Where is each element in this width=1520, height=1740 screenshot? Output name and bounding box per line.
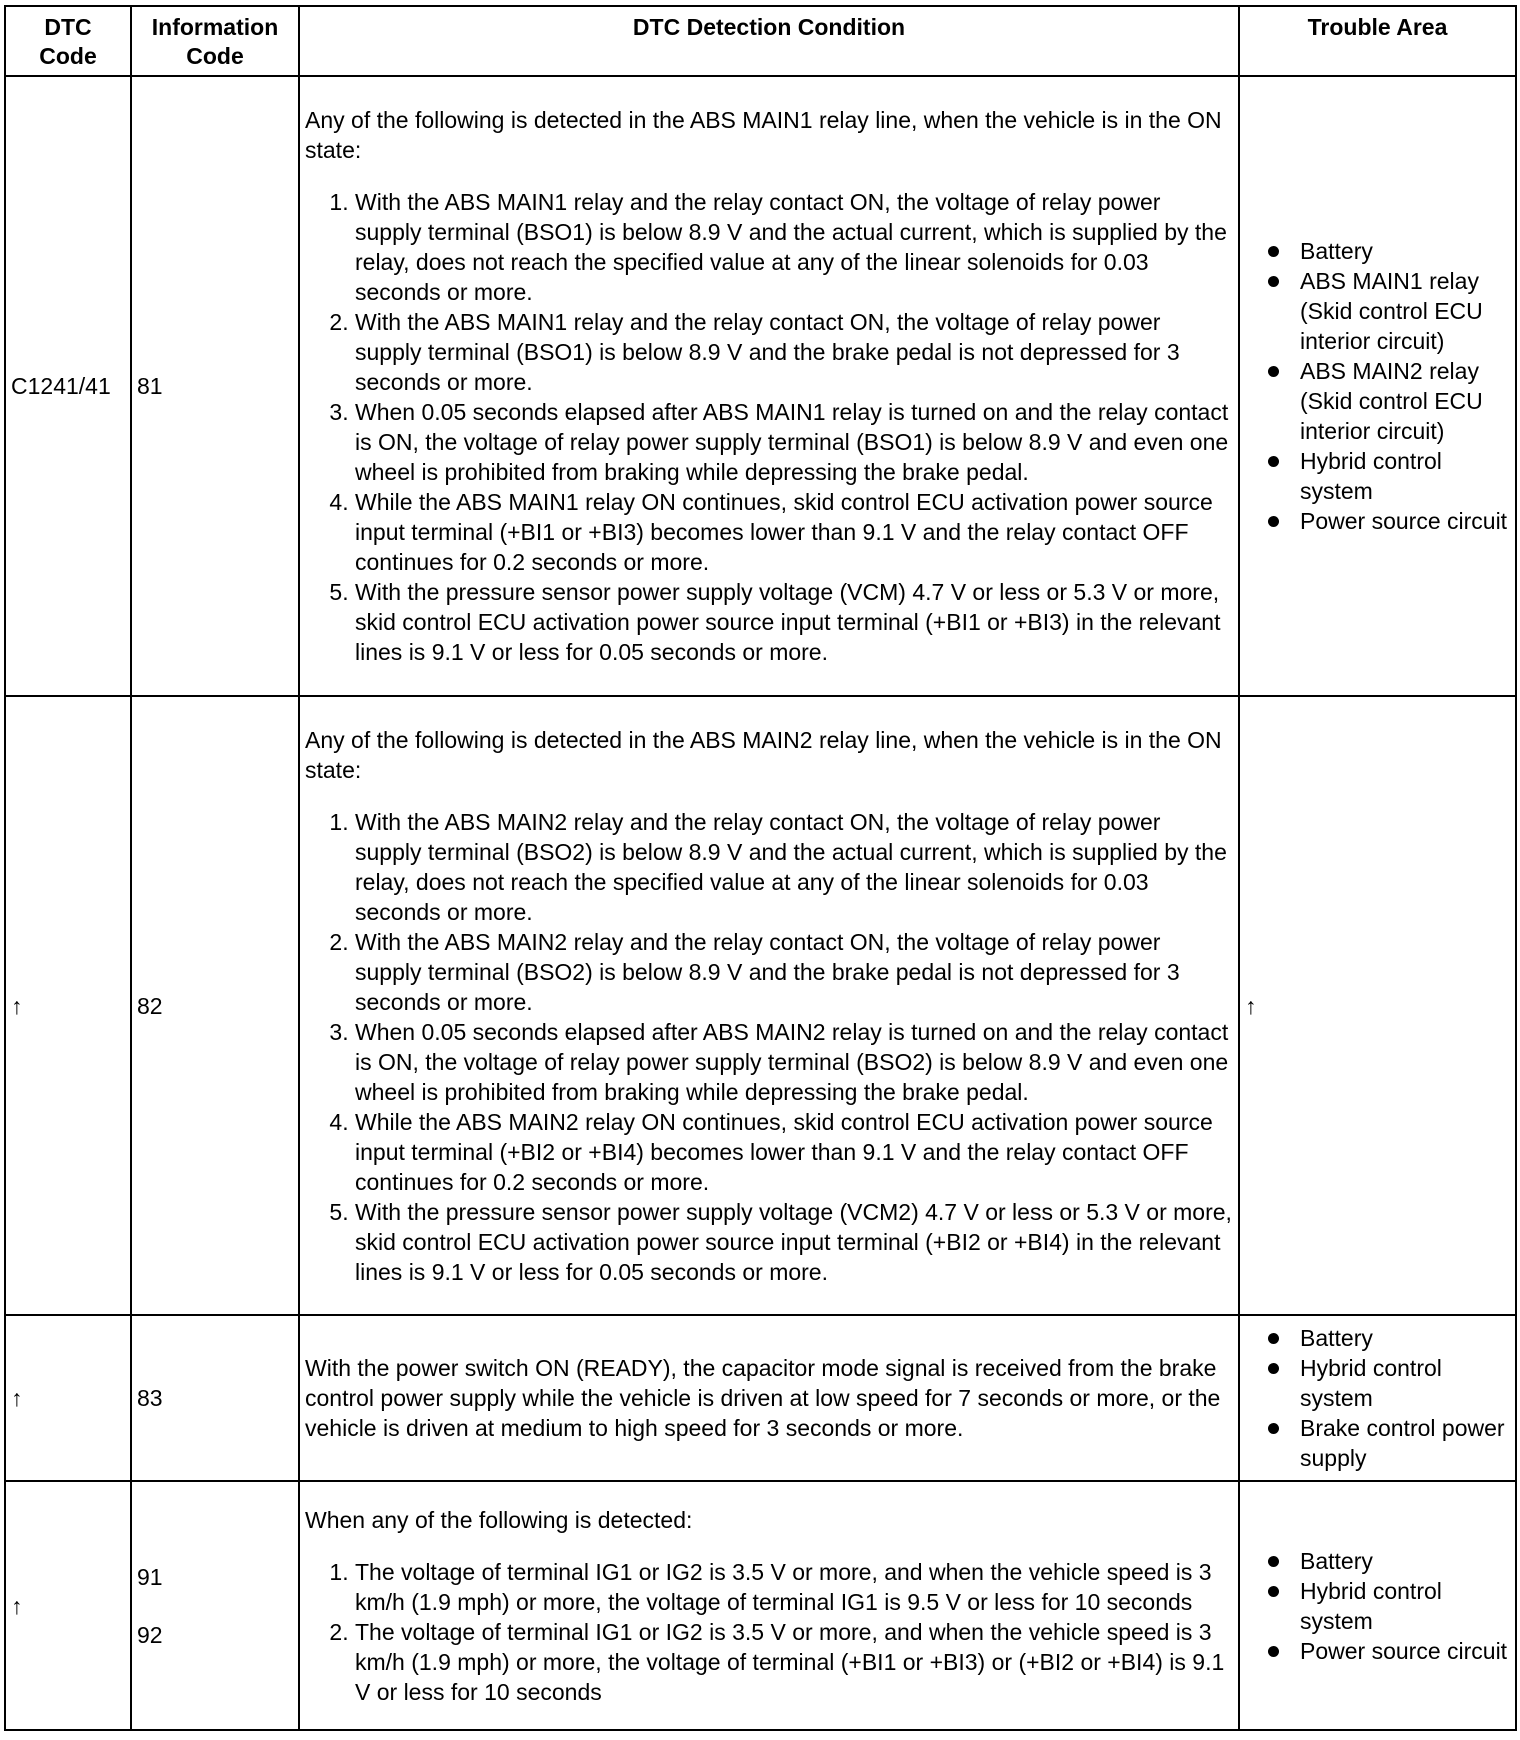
trouble-area-cell bbox=[1239, 1481, 1516, 1730]
header-dtc-code: DTC Code bbox=[5, 6, 131, 76]
trouble-area-item: Power source circuit bbox=[1245, 1636, 1510, 1666]
information-code: 92 bbox=[137, 1621, 163, 1648]
table-row bbox=[5, 1481, 1516, 1730]
detection-condition-cell bbox=[299, 696, 1239, 1315]
trouble-area-cell bbox=[1239, 1315, 1516, 1481]
trouble-area-item: Hybrid control system bbox=[1245, 1576, 1510, 1636]
dtc-code-cell: ↑ bbox=[5, 1315, 131, 1481]
condition-item: 5. With the pressure sensor power supply voltage (VCM) 4.7 V or less or 5.3 V or more, skid control ECU activation power source input terminal (+BI1 or +BI3) in the relevant lines is 9.1 V or less for 0.05 seconds or more. bbox=[355, 577, 1233, 667]
trouble-area-item: ABS MAIN1 relay (Skid control ECU interior circuit) bbox=[1245, 266, 1510, 356]
trouble-area-item: Hybrid control system bbox=[1245, 446, 1510, 506]
condition-text: With the power switch ON (READY), the capacitor mode signal is received from the brake control power supply while the vehicle is driven at low speed for 7 seconds or more, or the vehicle is driven at medium to high speed for 3 seconds or more. bbox=[305, 1355, 1221, 1441]
header-information-code: Information Code bbox=[131, 6, 299, 76]
condition-item: 1. With the ABS MAIN2 relay and the relay contact ON, the voltage of relay power supply terminal (BSO2) is below 8.9 V and the actual current, which is supplied by the relay, does not reach the specified value at any of the linear solenoids for 0.03 seconds or more. bbox=[355, 807, 1233, 927]
condition-list bbox=[305, 1557, 1233, 1707]
information-code-cell bbox=[131, 1481, 299, 1730]
detection-condition-cell bbox=[299, 1315, 1239, 1481]
information-code-cell: 82 bbox=[131, 696, 299, 1315]
table-row bbox=[5, 1315, 1516, 1481]
table-row bbox=[5, 76, 1516, 696]
condition-item: 2. With the ABS MAIN1 relay and the relay contact ON, the voltage of relay power supply terminal (BSO1) is below 8.9 V and the brake pedal is not depressed for 3 seconds or more. bbox=[355, 307, 1233, 397]
table-row bbox=[5, 696, 1516, 1315]
trouble-area-cell: ↑ bbox=[1239, 696, 1516, 1315]
condition-item: 4. While the ABS MAIN1 relay ON continues, skid control ECU activation power source input terminal (+BI1 or +BI3) becomes lower than 9.1 V and the relay contact OFF continues for 0.2 seconds or more. bbox=[355, 487, 1233, 577]
trouble-area-item: Battery bbox=[1245, 236, 1510, 266]
condition-item: 2. With the ABS MAIN2 relay and the relay contact ON, the voltage of relay power supply terminal (BSO2) is below 8.9 V and the brake pedal is not depressed for 3 seconds or more. bbox=[355, 927, 1233, 1017]
information-code-cell: 81 bbox=[131, 76, 299, 696]
trouble-area-item: Power source circuit bbox=[1245, 506, 1510, 536]
condition-intro: Any of the following is detected in the ABS MAIN1 relay line, when the vehicle is in the ON state: bbox=[305, 107, 1222, 163]
trouble-area-item: ABS MAIN2 relay (Skid control ECU interior circuit) bbox=[1245, 356, 1510, 446]
condition-intro: When any of the following is detected: bbox=[305, 1506, 693, 1533]
condition-item: 3. When 0.05 seconds elapsed after ABS MAIN1 relay is turned on and the relay contact is ON, the voltage of relay power supply terminal (BSO1) is below 8.9 V and even one wheel is prohibited from braking while depressing the brake pedal. bbox=[355, 397, 1233, 487]
header-trouble-area: Trouble Area bbox=[1239, 6, 1516, 76]
dtc-table bbox=[4, 5, 1517, 1731]
trouble-area-item: Hybrid control system bbox=[1245, 1353, 1510, 1413]
condition-item: 5. With the pressure sensor power supply voltage (VCM2) 4.7 V or less or 5.3 V or more, skid control ECU activation power source input terminal (+BI2 or +BI4) in the relevant lines is 9.1 V or less for 0.05 seconds or more. bbox=[355, 1197, 1233, 1287]
condition-item: 3. When 0.05 seconds elapsed after ABS MAIN2 relay is turned on and the relay contact is ON, the voltage of relay power supply terminal (BSO2) is below 8.9 V and even one wheel is prohibited from braking while depressing the brake pedal. bbox=[355, 1017, 1233, 1107]
condition-item: 1. With the ABS MAIN1 relay and the relay contact ON, the voltage of relay power supply terminal (BSO1) is below 8.9 V and the actual current, which is supplied by the relay, does not reach the specified value at any of the linear solenoids for 0.03 seconds or more. bbox=[355, 187, 1233, 307]
trouble-area-list bbox=[1245, 1546, 1510, 1666]
dtc-code-cell: ↑ bbox=[5, 696, 131, 1315]
detection-condition-cell bbox=[299, 1481, 1239, 1730]
header-detection-condition: DTC Detection Condition bbox=[299, 6, 1239, 76]
condition-intro: Any of the following is detected in the ABS MAIN2 relay line, when the vehicle is in the ON state: bbox=[305, 726, 1222, 783]
trouble-area-list bbox=[1245, 236, 1510, 536]
trouble-area-item: Brake control power supply bbox=[1245, 1413, 1510, 1473]
dtc-code-cell: C1241/41 bbox=[5, 76, 131, 696]
detection-condition-cell bbox=[299, 76, 1239, 696]
trouble-area-item: Battery bbox=[1245, 1323, 1510, 1353]
trouble-area-list bbox=[1245, 1323, 1510, 1473]
table-header-row bbox=[5, 6, 1516, 76]
trouble-area-cell bbox=[1239, 76, 1516, 696]
condition-item: 2. The voltage of terminal IG1 or IG2 is 3.5 V or more, and when the vehicle speed is 3 km/h (1.9 mph) or more, the voltage of terminal (+BI1 or +BI3) or (+BI2 or +BI4) is 9.1 V or less for 10 seconds bbox=[355, 1617, 1233, 1707]
information-code-cell: 83 bbox=[131, 1315, 299, 1481]
trouble-area-item: Battery bbox=[1245, 1546, 1510, 1576]
condition-item: 1. The voltage of terminal IG1 or IG2 is 3.5 V or more, and when the vehicle speed is 3 km/h (1.9 mph) or more, the voltage of terminal IG1 is 9.5 V or less for 10 seconds bbox=[355, 1557, 1233, 1617]
dtc-code-cell: ↑ bbox=[5, 1481, 131, 1730]
condition-item: 4. While the ABS MAIN2 relay ON continues, skid control ECU activation power source input terminal (+BI2 or +BI4) becomes lower than 9.1 V and the relay contact OFF continues for 0.2 seconds or more. bbox=[355, 1107, 1233, 1197]
condition-list bbox=[305, 187, 1233, 667]
information-code: 91 bbox=[137, 1563, 163, 1590]
condition-list bbox=[305, 807, 1233, 1287]
